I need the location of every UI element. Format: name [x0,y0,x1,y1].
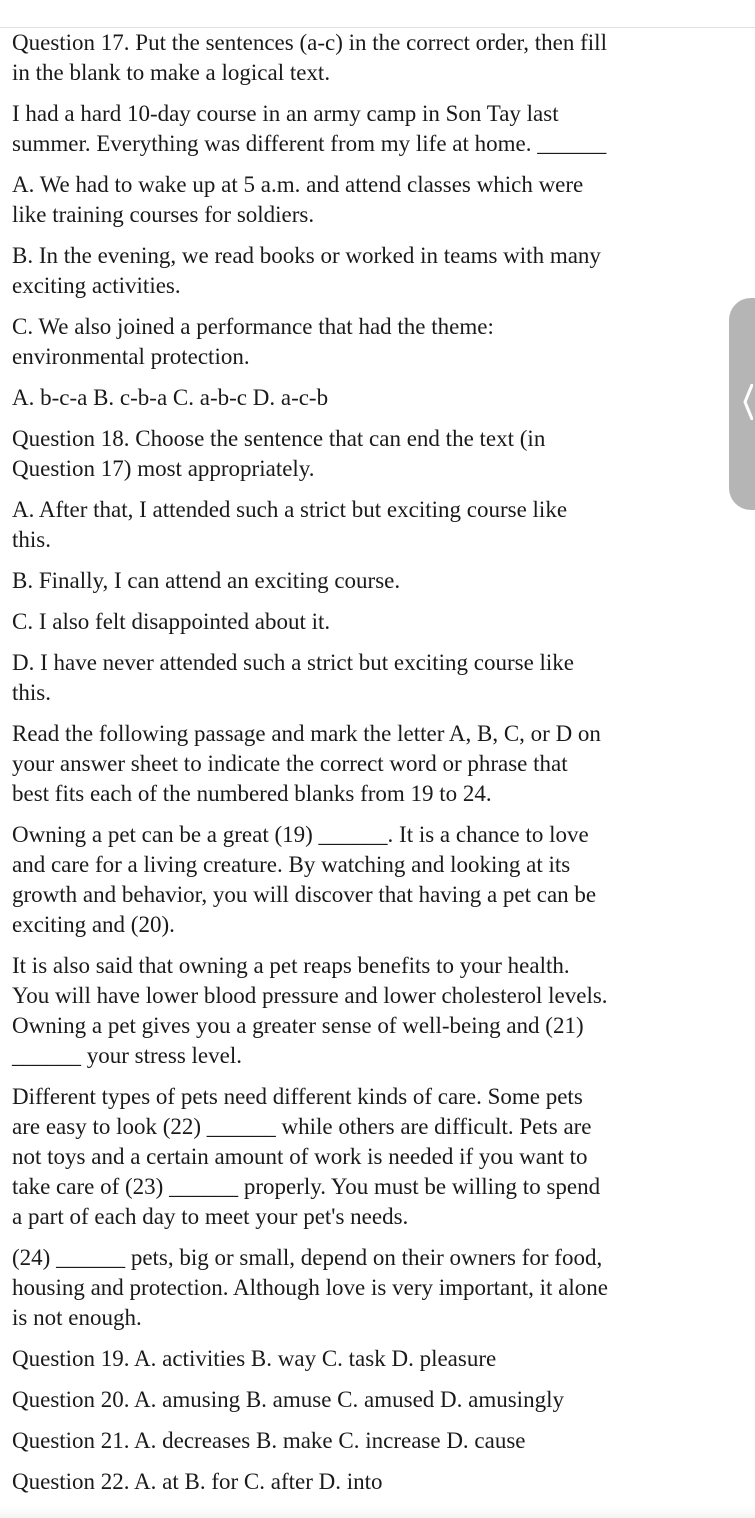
chevron-left-icon [743,384,753,420]
q17-options: A. b-c-a B. c-b-a C. a-b-c D. a-c-b [12,385,329,410]
passage-paragraph-4: (24) ______ pets, big or small, depend on their owners for food, housing and protection. Although love is very important, it alone is not enough. [12,1245,608,1330]
passage-paragraph-3: Different types of pets need different kinds of care. Some pets are easy to look (22) ______ while others are difficult. Pets are not toys and a certain amount of work is needed if you want to take care of (23) ______ properly. You must be willing to spend a part of each day to meet your pet's needs. [12,1084,601,1229]
q18-option-d: D. I have never attended such a strict but exciting course like this. [12,650,575,705]
side-scroll-handle[interactable] [729,298,755,510]
q17-sentence-b: B. In the evening, we read books or worked in teams with many exciting activities. [12,243,601,298]
q20-options: Question 20. A. amusing B. amuse C. amused D. amusingly [12,1387,564,1412]
passage-paragraph-2: It is also said that owning a pet reaps benefits to your health. You will have lower blood pressure and lower cholesterol levels. Owning a pet gives you a greater sense of well-being and (21) ______ your stress level. [12,953,608,1068]
q18-option-b: B. Finally, I can attend an exciting course. [12,568,401,593]
q17-intro-text: I had a hard 10-day course in an army camp in Son Tay last summer. Everything was different from my life at home. ______ [12,101,607,156]
q18-instruction: Question 18. Choose the sentence that can end the text (in Question 17) most appropriately. [12,426,546,481]
q17-instruction: Question 17. Put the sentences (a-c) in the correct order, then fill in the blank to make a logical text. [12,30,607,85]
bottom-edge [0,1506,755,1518]
q19-options: Question 19. A. activities B. way C. task D. pleasure [12,1346,497,1371]
q21-options: Question 21. A. decreases B. make C. increase D. cause [12,1428,526,1453]
passage-paragraph-1: Owning a pet can be a great (19) ______. It is a chance to love and care for a living creature. By watching and looking at its growth and behavior, you will discover that having a pet can be exciting and (20). [12,822,597,937]
q18-option-a: A. After that, I attended such a strict but exciting course like this. [12,497,568,552]
q22-options: Question 22. A. at B. for C. after D. into [12,1469,383,1494]
reading-instruction: Read the following passage and mark the letter A, B, C, or D on your answer sheet to indicate the correct word or phrase that best fits each of the numbered blanks from 19 to 24. [12,721,601,806]
document-body [12,28,692,1508]
q17-sentence-a: A. We had to wake up at 5 a.m. and attend classes which were like training courses for soldiers. [12,172,584,227]
q18-option-c: C. I also felt disappointed about it. [12,609,331,634]
q17-sentence-c: C. We also joined a performance that had the theme: environmental protection. [12,314,494,369]
